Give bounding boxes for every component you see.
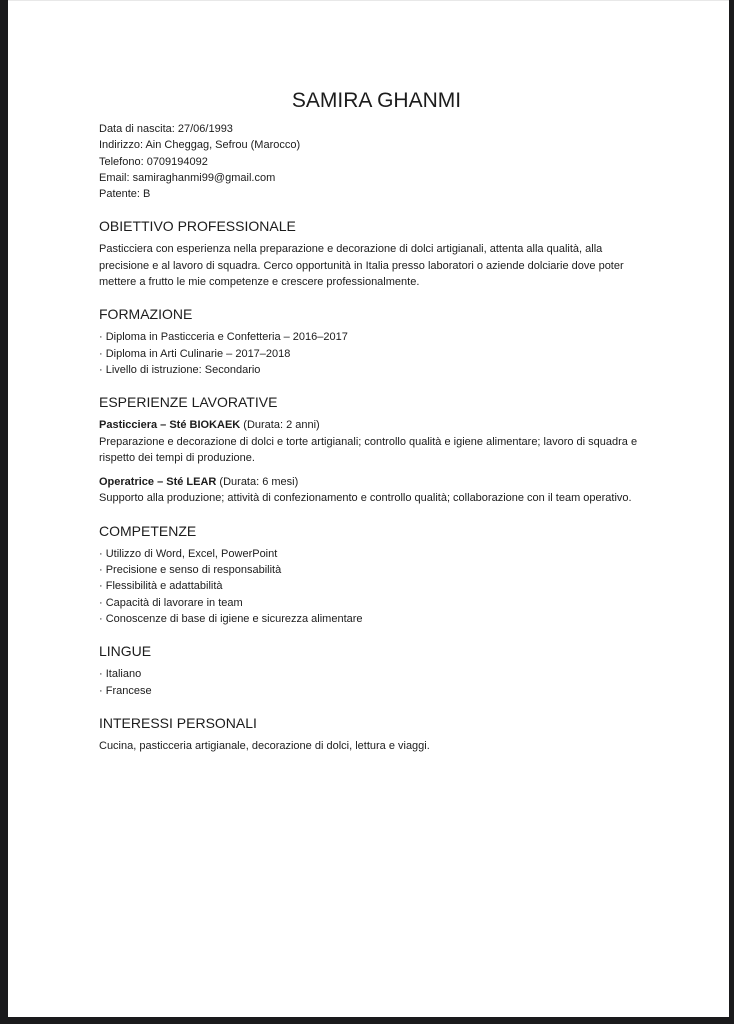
- list-item: · Livello di istruzione: Secondario: [99, 363, 261, 376]
- section-experience: [99, 394, 654, 506]
- section-education: [99, 306, 654, 378]
- list-item: · Flessibilità e adattabilità: [99, 580, 223, 593]
- list-item: · Italiano: [99, 668, 142, 681]
- contact-block: [99, 121, 654, 202]
- contact-phone: Telefono: 0709194092: [99, 155, 208, 168]
- interests-text: Cucina, pasticceria artigianale, decorazione di dolci, lettura e viaggi.: [99, 739, 430, 752]
- document-page: [8, 0, 729, 1017]
- job-description: Preparazione e decorazione di dolci e torte artigianali; controllo qualità e igiene alimentare; lavoro di squadra e rispetto dei tempi di produzione.: [99, 435, 638, 464]
- job-title: Operatrice – Sté LEAR: [99, 476, 217, 489]
- section-heading-experience: ESPERIENZE LAVORATIVE: [99, 394, 278, 411]
- job-entry: [99, 417, 654, 466]
- job-description: Supporto alla produzione; attività di confezionamento e controllo qualità; collaborazione con il team operativo.: [99, 492, 632, 505]
- objective-text: Pasticciera con esperienza nella preparazione e decorazione di dolci artigianali, attenta alla qualità, alla precisione e al lavoro di squadra. Cerco opportunità in Italia presso laboratori o aziende dolciarie dove poter mettere a frutto le mie competenze e crescere professionalmente.: [99, 243, 624, 289]
- contact-address: Indirizzo: Ain Cheggag, Sefrou (Marocco): [99, 139, 301, 152]
- skills-list: [99, 546, 654, 627]
- list-item: · Diploma in Pasticceria e Confetteria – 2016–2017: [99, 331, 348, 344]
- section-heading-languages: LINGUE: [99, 643, 152, 660]
- job-heading: [99, 417, 654, 433]
- contact-license: Patente: B: [99, 188, 151, 201]
- list-item: · Francese: [99, 684, 152, 697]
- section-heading-education: FORMAZIONE: [99, 306, 193, 323]
- section-objective: [99, 218, 654, 290]
- list-item: · Conoscenze di base di igiene e sicurezza alimentare: [99, 612, 363, 625]
- document-content: [8, 0, 729, 754]
- contact-email: Email: samiraghanmi99@gmail.com: [99, 171, 276, 184]
- document-title: SAMIRA GHANMI: [291, 89, 462, 112]
- languages-list: [99, 666, 654, 699]
- section-languages: [99, 643, 654, 699]
- job-duration: (Durata: 2 anni): [240, 419, 320, 432]
- job-title: Pasticciera – Sté BIOKAEK: [99, 419, 241, 432]
- list-item: · Diploma in Arti Culinarie – 2017–2018: [99, 347, 291, 360]
- section-heading-interests: INTERESSI PERSONALI: [99, 714, 257, 731]
- section-heading-objective: OBIETTIVO PROFESSIONALE: [99, 218, 296, 235]
- job-duration: (Durata: 6 mesi): [216, 476, 299, 489]
- job-entry: [99, 474, 654, 507]
- job-heading: [99, 474, 654, 490]
- contact-birthdate: Data di nascita: 27/06/1993: [99, 123, 233, 135]
- section-interests: [99, 715, 654, 754]
- section-heading-skills: COMPETENZE: [99, 522, 197, 539]
- list-item: · Utilizzo di Word, Excel, PowerPoint: [99, 547, 278, 560]
- list-item: · Capacità di lavorare in team: [99, 596, 243, 609]
- section-skills: [99, 523, 654, 627]
- education-list: [99, 329, 654, 378]
- list-item: · Precisione e senso di responsabilità: [99, 564, 282, 577]
